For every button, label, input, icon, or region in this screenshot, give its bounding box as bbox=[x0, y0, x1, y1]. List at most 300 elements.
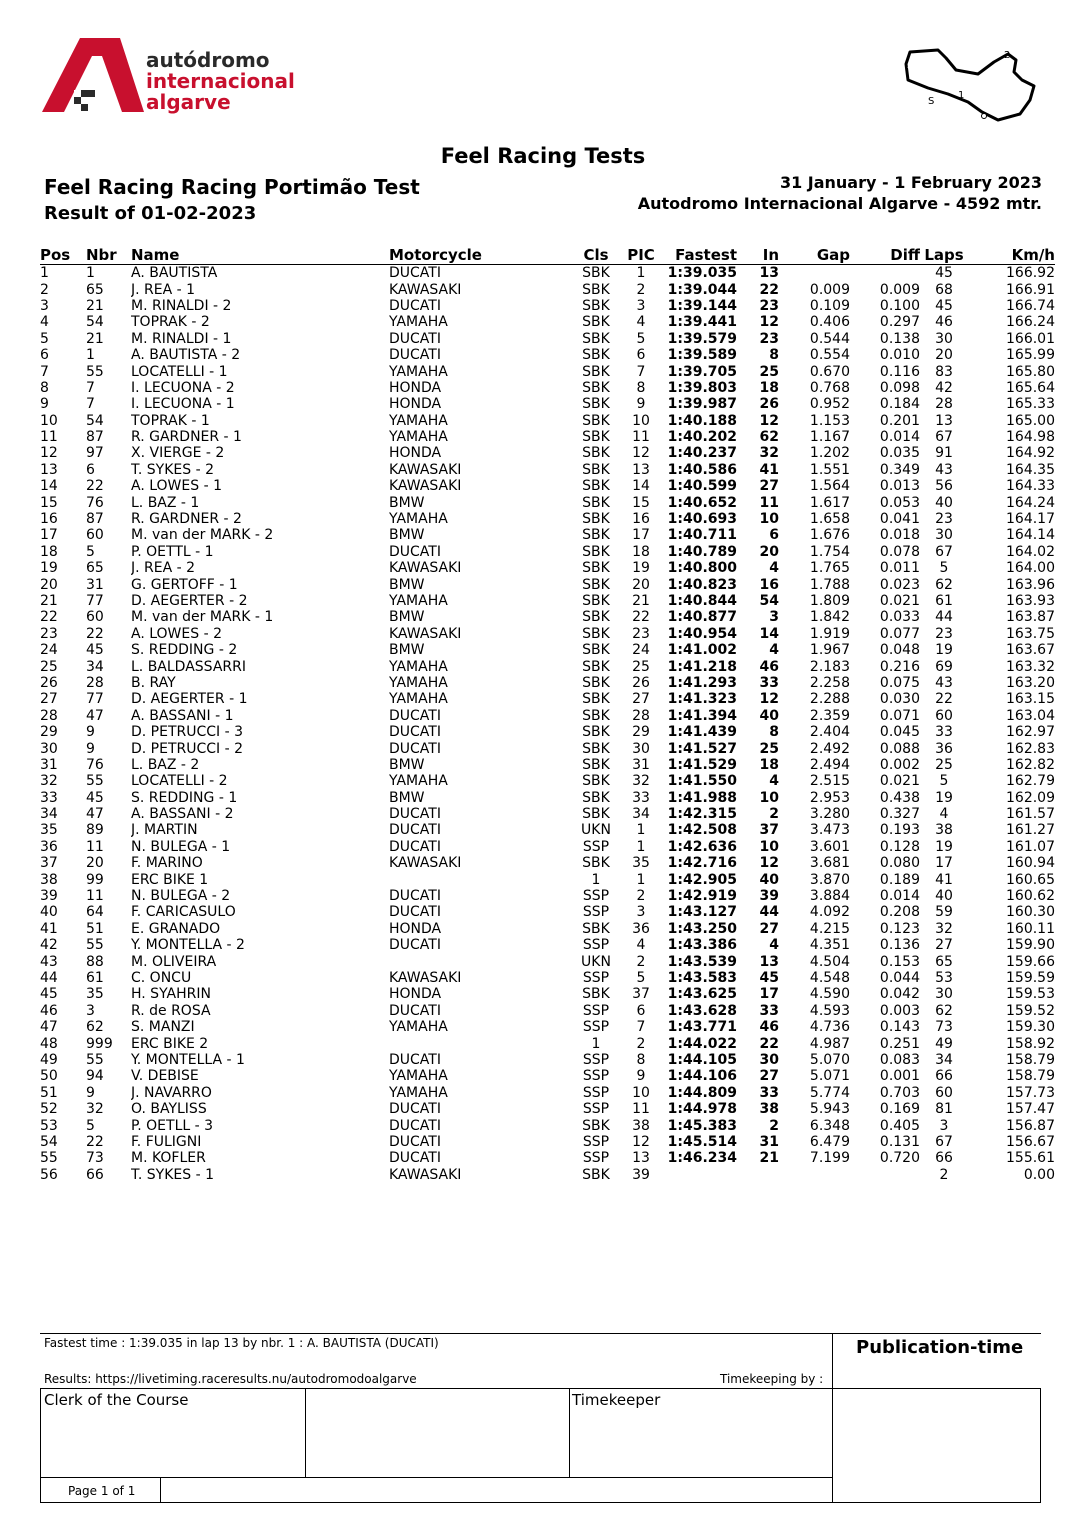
cell-cls: SBK bbox=[582, 461, 610, 478]
cell-cls: 1 bbox=[591, 871, 601, 888]
cell-motorcycle: HONDA bbox=[389, 396, 442, 413]
cell-diff: 0.009 bbox=[879, 281, 920, 298]
cell-laps: 46 bbox=[935, 314, 953, 331]
event-dates: 31 January - 1 February 2023 bbox=[779, 173, 1042, 192]
cell-nbr: 47 bbox=[86, 806, 104, 823]
cell-diff: 0.075 bbox=[879, 674, 920, 691]
cell-gap: 1.788 bbox=[809, 576, 850, 593]
cell-diff: 0.216 bbox=[879, 658, 920, 675]
cell-in: 16 bbox=[759, 576, 779, 593]
cell-name: L. BALDASSARRI bbox=[131, 658, 246, 675]
cell-fastest: 1:44.809 bbox=[667, 1084, 737, 1101]
cell-cls: SBK bbox=[582, 314, 610, 331]
cell-cls: SBK bbox=[582, 281, 610, 298]
cell-in: 4 bbox=[769, 773, 779, 790]
cell-motorcycle: DUCATI bbox=[389, 806, 441, 823]
cell-in: 3 bbox=[769, 609, 779, 626]
cell-motorcycle: YAMAHA bbox=[389, 773, 448, 790]
cell-gap: 1.676 bbox=[809, 527, 850, 544]
cell-cls: SBK bbox=[582, 429, 610, 446]
cell-gap: 4.504 bbox=[809, 953, 850, 970]
cell-pic: 35 bbox=[632, 855, 650, 872]
cell-laps: 68 bbox=[935, 281, 953, 298]
table-row bbox=[40, 281, 1055, 297]
table-row bbox=[40, 1134, 1055, 1150]
cell-diff: 0.297 bbox=[879, 314, 920, 331]
cell-name: F. FULIGNI bbox=[131, 1133, 202, 1150]
cell-pic: 2 bbox=[636, 281, 646, 298]
cell-fastest: 1:43.583 bbox=[667, 969, 737, 986]
cell-in: 20 bbox=[759, 543, 779, 560]
cell-motorcycle: DUCATI bbox=[389, 1150, 441, 1167]
cell-nbr: 7 bbox=[86, 396, 95, 413]
cell-fastest: 1:39.589 bbox=[667, 347, 737, 364]
table-row bbox=[40, 527, 1055, 543]
cell-cls: SBK bbox=[582, 330, 610, 347]
table-row bbox=[40, 544, 1055, 560]
cell-nbr: 45 bbox=[86, 789, 104, 806]
cell-in: 33 bbox=[759, 1084, 779, 1101]
table-row bbox=[40, 1166, 1055, 1182]
cell-fastest: 1:44.105 bbox=[667, 1051, 737, 1068]
track-layout-icon bbox=[898, 44, 1043, 140]
cell-diff: 0.208 bbox=[879, 904, 920, 921]
cell-in: 45 bbox=[759, 969, 779, 986]
cell-diff: 0.078 bbox=[879, 543, 920, 560]
cell-diff: 0.128 bbox=[879, 838, 920, 855]
cell-laps: 30 bbox=[935, 527, 953, 544]
cell-kmh: 165.33 bbox=[1006, 396, 1055, 413]
cell-name: A. BAUTISTA bbox=[131, 265, 218, 282]
table-row bbox=[40, 871, 1055, 887]
cell-motorcycle: BMW bbox=[389, 494, 425, 511]
cell-motorcycle: DUCATI bbox=[389, 297, 441, 314]
cell-diff: 0.201 bbox=[879, 412, 920, 429]
cell-fastest: 1:39.441 bbox=[667, 314, 737, 331]
cell-kmh: 165.99 bbox=[1006, 347, 1055, 364]
cell-pos: 6 bbox=[40, 347, 49, 364]
cell-pic: 29 bbox=[632, 724, 650, 741]
cell-fastest: 1:40.800 bbox=[667, 560, 737, 577]
table-row bbox=[40, 511, 1055, 527]
cell-diff: 0.184 bbox=[879, 396, 920, 413]
cell-cls: SSP bbox=[582, 888, 610, 905]
cell-pos: 18 bbox=[40, 543, 58, 560]
cell-pic: 28 bbox=[632, 707, 650, 724]
cell-laps: 59 bbox=[935, 904, 953, 921]
cell-pic: 2 bbox=[636, 953, 646, 970]
cell-diff: 0.011 bbox=[879, 560, 920, 577]
cell-pic: 10 bbox=[632, 1084, 650, 1101]
cell-nbr: 94 bbox=[86, 1068, 104, 1085]
table-row bbox=[40, 921, 1055, 937]
cell-in: 12 bbox=[759, 412, 779, 429]
cell-fastest bbox=[661, 1166, 737, 1182]
cell-fastest: 1:39.144 bbox=[667, 297, 737, 314]
cell-cls: UKN bbox=[581, 953, 611, 970]
cell-gap: 0.768 bbox=[809, 379, 850, 396]
cell-nbr: 3 bbox=[86, 1002, 95, 1019]
cell-diff: 0.003 bbox=[879, 1002, 920, 1019]
table-row bbox=[40, 855, 1055, 871]
cell-motorcycle: DUCATI bbox=[389, 543, 441, 560]
cell-diff: 0.349 bbox=[879, 461, 920, 478]
page-number: Page 1 of 1 bbox=[68, 1484, 136, 1498]
cell-laps: 19 bbox=[935, 789, 953, 806]
cell-motorcycle: YAMAHA bbox=[389, 511, 448, 528]
cell-pic: 13 bbox=[632, 1150, 650, 1167]
cell-diff: 0.098 bbox=[879, 379, 920, 396]
cell-laps: 45 bbox=[935, 265, 953, 282]
cell-laps: 32 bbox=[935, 920, 953, 937]
cell-name: O. BAYLISS bbox=[131, 1101, 207, 1118]
cell-in: 26 bbox=[759, 396, 779, 413]
cell-pic: 37 bbox=[632, 986, 650, 1003]
cell-pos: 12 bbox=[40, 445, 58, 462]
cell-pos: 54 bbox=[40, 1133, 58, 1150]
cell-in: 46 bbox=[759, 658, 779, 675]
cell-laps: 62 bbox=[935, 1002, 953, 1019]
logo-wordmark bbox=[146, 50, 295, 113]
cell-pos: 13 bbox=[40, 461, 58, 478]
cell-diff: 0.071 bbox=[879, 707, 920, 724]
cell-nbr: 77 bbox=[86, 691, 104, 708]
cell-name: M. RINALDI - 2 bbox=[131, 297, 232, 314]
table-row bbox=[40, 740, 1055, 756]
table-row bbox=[40, 331, 1055, 347]
cell-in: 18 bbox=[759, 756, 779, 773]
cell-pos: 39 bbox=[40, 888, 58, 905]
cell-fastest: 1:41.988 bbox=[667, 789, 737, 806]
cell-motorcycle: DUCATI bbox=[389, 937, 441, 954]
cell-name: B. RAY bbox=[131, 674, 176, 691]
cell-pic: 1 bbox=[636, 265, 646, 282]
col-header-nbr: Nbr bbox=[86, 246, 131, 265]
cell-nbr: 76 bbox=[86, 494, 104, 511]
cell-pic: 16 bbox=[632, 511, 650, 528]
cell-kmh: 159.59 bbox=[1006, 969, 1055, 986]
cell-pic: 2 bbox=[636, 888, 646, 905]
cell-name: T. SYKES - 2 bbox=[131, 461, 215, 478]
cell-in: 41 bbox=[759, 461, 779, 478]
cell-fastest: 1:40.202 bbox=[667, 429, 737, 446]
cell-pic: 3 bbox=[636, 904, 646, 921]
cell-name: D. AEGERTER - 2 bbox=[131, 593, 248, 609]
cell-diff: 0.405 bbox=[879, 1117, 920, 1134]
cell-nbr: 47 bbox=[86, 707, 104, 724]
cell-in: 10 bbox=[759, 789, 779, 806]
cell-cls: SBK bbox=[582, 396, 610, 413]
table-row bbox=[40, 790, 1055, 806]
cell-gap: 7.199 bbox=[809, 1150, 850, 1167]
cell-gap bbox=[779, 265, 850, 282]
cell-pic: 8 bbox=[636, 1051, 646, 1068]
cell-motorcycle: YAMAHA bbox=[389, 429, 448, 446]
cell-laps: 61 bbox=[935, 593, 953, 609]
cell-pos: 49 bbox=[40, 1051, 58, 1068]
cell-gap: 2.515 bbox=[809, 773, 850, 790]
cell-diff: 0.327 bbox=[879, 806, 920, 823]
cell-in: 10 bbox=[759, 838, 779, 855]
cell-cls: SBK bbox=[582, 297, 610, 314]
cell-kmh: 156.87 bbox=[1006, 1117, 1055, 1134]
cell-pic: 15 bbox=[632, 494, 650, 511]
cell-motorcycle: KAWASAKI bbox=[389, 969, 462, 986]
cell-name: A. LOWES - 2 bbox=[131, 625, 222, 642]
cell-in: 37 bbox=[759, 822, 779, 839]
table-row bbox=[40, 1019, 1055, 1035]
cell-kmh: 157.73 bbox=[1006, 1084, 1055, 1101]
cell-laps: 66 bbox=[935, 1068, 953, 1085]
cell-in: 31 bbox=[759, 1133, 779, 1150]
cell-kmh: 161.07 bbox=[1006, 838, 1055, 855]
cell-fastest: 1:41.529 bbox=[667, 756, 737, 773]
cell-gap: 1.809 bbox=[809, 593, 850, 609]
cell-nbr: 77 bbox=[86, 593, 104, 609]
cell-gap: 6.479 bbox=[809, 1133, 850, 1150]
cell-diff: 0.001 bbox=[879, 1068, 920, 1085]
cell-motorcycle: BMW bbox=[389, 642, 425, 659]
cell-fastest: 1:43.625 bbox=[667, 986, 737, 1003]
cell-kmh: 164.92 bbox=[1006, 445, 1055, 462]
cell-cls: SBK bbox=[582, 412, 610, 429]
cell-pic: 23 bbox=[632, 625, 650, 642]
cell-cls: SBK bbox=[582, 986, 610, 1003]
cell-gap: 1.754 bbox=[809, 543, 850, 560]
cell-diff: 0.193 bbox=[879, 822, 920, 839]
cell-name: D. PETRUCCI - 2 bbox=[131, 740, 244, 757]
table-header-row bbox=[40, 246, 1055, 265]
cell-pos: 20 bbox=[40, 576, 58, 593]
cell-pic: 17 bbox=[632, 527, 650, 544]
cell-nbr: 28 bbox=[86, 674, 104, 691]
table-row bbox=[40, 1085, 1055, 1101]
cell-kmh: 164.24 bbox=[1006, 494, 1055, 511]
cell-nbr: 45 bbox=[86, 642, 104, 659]
cell-pos: 44 bbox=[40, 969, 58, 986]
cell-motorcycle: DUCATI bbox=[389, 347, 441, 364]
cell-gap: 4.351 bbox=[809, 937, 850, 954]
cell-pos: 8 bbox=[40, 379, 49, 396]
cell-name: F. MARINO bbox=[131, 855, 203, 872]
cell-laps: 20 bbox=[935, 347, 953, 364]
cell-pos: 51 bbox=[40, 1084, 58, 1101]
cell-diff: 0.080 bbox=[879, 855, 920, 872]
cell-fastest: 1:40.188 bbox=[667, 412, 737, 429]
cell-nbr: 65 bbox=[86, 560, 104, 577]
col-header-cls: Cls bbox=[571, 246, 621, 265]
col-header-in: In bbox=[737, 246, 779, 265]
cell-cls: UKN bbox=[581, 822, 611, 839]
cell-gap: 4.593 bbox=[809, 1002, 850, 1019]
cell-pos: 19 bbox=[40, 560, 58, 577]
cell-laps: 45 bbox=[935, 297, 953, 314]
cell-cls: SSP bbox=[582, 1051, 610, 1068]
cell-laps: 91 bbox=[935, 445, 953, 462]
cell-pic: 11 bbox=[632, 1101, 650, 1118]
cell-pic: 1 bbox=[636, 822, 646, 839]
cell-laps: 25 bbox=[935, 756, 953, 773]
cell-gap: 1.842 bbox=[809, 609, 850, 626]
cell-nbr: 11 bbox=[86, 838, 104, 855]
cell-pos: 42 bbox=[40, 937, 58, 954]
cell-diff: 0.123 bbox=[879, 920, 920, 937]
cell-name: ERC BIKE 2 bbox=[131, 1035, 209, 1052]
clerk-of-course-label: Clerk of the Course bbox=[44, 1391, 189, 1409]
cell-kmh: 158.92 bbox=[1006, 1035, 1055, 1052]
cell-name: A. BASSANI - 2 bbox=[131, 806, 234, 823]
cell-kmh: 162.09 bbox=[1006, 789, 1055, 806]
cell-motorcycle: BMW bbox=[389, 789, 425, 806]
cell-gap: 4.987 bbox=[809, 1035, 850, 1052]
table-row bbox=[40, 560, 1055, 576]
cell-motorcycle: DUCATI bbox=[389, 330, 441, 347]
cell-cls: SBK bbox=[582, 511, 610, 528]
cell-kmh: 159.30 bbox=[1006, 1019, 1055, 1036]
cell-name: P. OETTL - 1 bbox=[131, 543, 214, 560]
cell-fastest: 1:40.877 bbox=[667, 609, 737, 626]
cell-gap: 2.183 bbox=[809, 658, 850, 675]
cell-fastest: 1:40.823 bbox=[667, 576, 737, 593]
cell-laps: 66 bbox=[935, 1150, 953, 1167]
cell-laps: 81 bbox=[935, 1101, 953, 1118]
cell-gap: 0.406 bbox=[809, 314, 850, 331]
track-label-s: S bbox=[928, 96, 935, 107]
cell-in: 4 bbox=[769, 560, 779, 577]
cell-pos: 33 bbox=[40, 789, 58, 806]
cell-kmh: 163.75 bbox=[1006, 625, 1055, 642]
cell-name: R. GARDNER - 1 bbox=[131, 429, 242, 446]
cell-kmh: 160.11 bbox=[1006, 920, 1055, 937]
cell-name: Y. MONTELLA - 2 bbox=[131, 937, 245, 954]
cell-diff: 0.438 bbox=[879, 789, 920, 806]
col-header-gap: Gap bbox=[779, 246, 850, 265]
cell-name: ERC BIKE 1 bbox=[131, 871, 209, 888]
event-venue: Autodromo Internacional Algarve - 4592 mtr. bbox=[637, 194, 1042, 213]
cell-pic: 38 bbox=[632, 1117, 650, 1134]
cell-diff: 0.035 bbox=[879, 445, 920, 462]
cell-name: S. MANZI bbox=[131, 1019, 195, 1036]
cell-fastest: 1:39.803 bbox=[667, 379, 737, 396]
table-row bbox=[40, 609, 1055, 625]
cell-pic: 2 bbox=[636, 1035, 646, 1052]
cell-pic: 6 bbox=[636, 1002, 646, 1019]
cell-gap: 1.919 bbox=[809, 625, 850, 642]
cell-name: R. GARDNER - 2 bbox=[131, 511, 242, 528]
cell-in: 39 bbox=[759, 888, 779, 905]
cell-cls: SSP bbox=[582, 1019, 610, 1036]
cell-diff: 0.014 bbox=[879, 888, 920, 905]
cell-gap: 1.153 bbox=[809, 412, 850, 429]
cell-gap: 0.554 bbox=[809, 347, 850, 364]
cell-motorcycle: DUCATI bbox=[389, 1117, 441, 1134]
cell-pos: 5 bbox=[40, 330, 49, 347]
cell-kmh: 157.47 bbox=[1006, 1101, 1055, 1118]
cell-fastest: 1:41.394 bbox=[667, 707, 737, 724]
cell-diff: 0.041 bbox=[879, 511, 920, 528]
table-row bbox=[40, 708, 1055, 724]
cell-pic: 11 bbox=[632, 429, 650, 446]
cell-nbr: 9 bbox=[86, 740, 95, 757]
cell-laps: 28 bbox=[935, 396, 953, 413]
cell-kmh: 163.04 bbox=[1006, 707, 1055, 724]
cell-fastest: 1:43.127 bbox=[667, 904, 737, 921]
cell-gap: 1.967 bbox=[809, 642, 850, 659]
cell-pos: 7 bbox=[40, 363, 49, 380]
table-row bbox=[40, 593, 1055, 609]
cell-nbr: 60 bbox=[86, 609, 104, 626]
table-row bbox=[40, 298, 1055, 314]
cell-diff: 0.131 bbox=[879, 1133, 920, 1150]
cell-fastest: 1:41.293 bbox=[667, 674, 737, 691]
cell-nbr: 55 bbox=[86, 937, 104, 954]
cell-pos: 28 bbox=[40, 707, 58, 724]
cell-cls: SBK bbox=[582, 920, 610, 937]
cell-in: 13 bbox=[759, 265, 779, 282]
table-row bbox=[40, 576, 1055, 592]
cell-name: C. ONCU bbox=[131, 969, 192, 986]
cell-nbr: 55 bbox=[86, 773, 104, 790]
cell-nbr: 32 bbox=[86, 1101, 104, 1118]
table-row bbox=[40, 1101, 1055, 1117]
cell-in: 54 bbox=[759, 593, 779, 609]
cell-fastest: 1:43.386 bbox=[667, 937, 737, 954]
cell-nbr: 87 bbox=[86, 511, 104, 528]
cell-diff: 0.251 bbox=[879, 1035, 920, 1052]
cell-gap: 3.681 bbox=[809, 855, 850, 872]
cell-diff: 0.100 bbox=[879, 297, 920, 314]
cell-diff: 0.014 bbox=[879, 429, 920, 446]
cell-diff: 0.153 bbox=[879, 953, 920, 970]
cell-motorcycle: DUCATI bbox=[389, 904, 441, 921]
cell-pos: 56 bbox=[40, 1166, 58, 1183]
cell-nbr: 31 bbox=[86, 576, 104, 593]
cell-in: 4 bbox=[769, 642, 779, 659]
cell-pos: 16 bbox=[40, 511, 58, 528]
cell-pos: 1 bbox=[40, 265, 49, 282]
cell-pic: 6 bbox=[636, 347, 646, 364]
cell-motorcycle: YAMAHA bbox=[389, 412, 448, 429]
cell-fastest: 1:39.035 bbox=[667, 265, 737, 282]
table-row bbox=[40, 347, 1055, 363]
cell-nbr: 9 bbox=[86, 1084, 95, 1101]
cell-kmh: 164.02 bbox=[1006, 543, 1055, 560]
cell-kmh: 164.00 bbox=[1006, 560, 1055, 577]
cell-laps: 42 bbox=[935, 379, 953, 396]
cell-fastest: 1:39.579 bbox=[667, 330, 737, 347]
cell-pos: 45 bbox=[40, 986, 58, 1003]
cell-fastest: 1:42.636 bbox=[667, 838, 737, 855]
cell-pic: 24 bbox=[632, 642, 650, 659]
cell-kmh: 164.35 bbox=[1006, 461, 1055, 478]
table-row bbox=[40, 953, 1055, 969]
cell-motorcycle: YAMAHA bbox=[389, 674, 448, 691]
cell-pos: 35 bbox=[40, 822, 58, 839]
cell-gap: 1.564 bbox=[809, 478, 850, 495]
cell-fastest: 1:41.218 bbox=[667, 658, 737, 675]
cell-kmh: 161.27 bbox=[1006, 822, 1055, 839]
table-row bbox=[40, 642, 1055, 658]
footer-box bbox=[40, 1333, 1041, 1503]
cell-nbr: 1 bbox=[86, 347, 95, 364]
cell-kmh: 166.92 bbox=[1006, 265, 1055, 282]
cell-name: I. LECUONA - 1 bbox=[131, 396, 235, 413]
cell-motorcycle: DUCATI bbox=[389, 707, 441, 724]
cell-kmh: 163.20 bbox=[1006, 674, 1055, 691]
cell-fastest: 1:44.106 bbox=[667, 1068, 737, 1085]
cell-nbr: 999 bbox=[86, 1035, 113, 1052]
cell-cls: SBK bbox=[582, 642, 610, 659]
